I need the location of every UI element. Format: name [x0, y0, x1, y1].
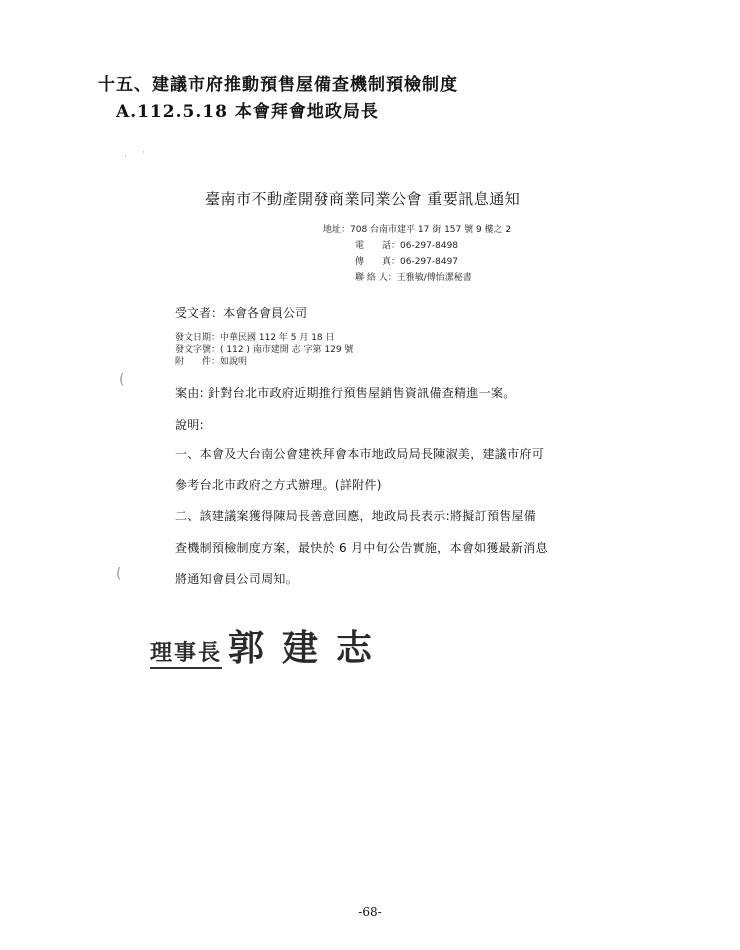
notice-body-line: 查機制預檢制度方案，最快於 6 月中旬公告實施，本會如獲最新消息	[175, 541, 548, 555]
notice-addressee: 受文者：本會各會員公司	[175, 306, 308, 320]
signature	[150, 620, 390, 671]
scan-speck: (	[119, 372, 125, 388]
notice-body-line: 二、該建議案獲得陳局長善意回應，地政局長表示:將擬訂預售屋備	[175, 509, 537, 523]
notice-body-line: 一、本會及大台南公會建祑拜會本市地政局局長陳淑美，建議市府可	[175, 447, 545, 461]
notice-doc-number: 發文字號：( 112 ) 南市建開 志 字第 129 號	[175, 345, 354, 355]
page-number: -68-	[358, 905, 382, 919]
scan-speck: ·	[142, 148, 145, 158]
section-subheading: A.112.5.18 本會拜會地政局長	[116, 102, 379, 122]
notice-title: 臺南市不動產開發商業同業公會 重要訊息通知	[205, 190, 521, 208]
notice-address: 地址：708 台南市建平 17 街 157 號 9 樓之 2	[323, 225, 512, 235]
section-heading: 十五、建議市府推動預售屋備查機制預檢制度	[98, 75, 458, 95]
notice-attachment: 附 件：如說明	[175, 357, 248, 367]
notice-body-line: 將通知會員公司周知。	[175, 572, 299, 586]
notice-body-line: 說明:	[175, 418, 204, 432]
notice-body-line: 案由: 針對台北市政府近期推行預售屋銷售資訊備查精進一案。	[175, 386, 516, 400]
signature-name: 郭建志	[228, 627, 391, 669]
notice-body-line: 參考台北市政府之方式辦理。(詳附件)	[175, 478, 382, 492]
signature-title: 理事長	[150, 636, 222, 669]
notice-fax: 傳 真：06-297-8497	[355, 257, 459, 267]
notice-contact-person: 聯 絡 人：王雅敏/傅怡潔秘書	[355, 273, 472, 283]
notice-phone: 電 話：06-297-8498	[355, 241, 459, 251]
notice-date: 發文日期：中華民國 112 年 5 月 18 日	[175, 333, 335, 343]
scan-speck: (	[116, 566, 122, 582]
scan-speck: ·	[124, 152, 127, 162]
